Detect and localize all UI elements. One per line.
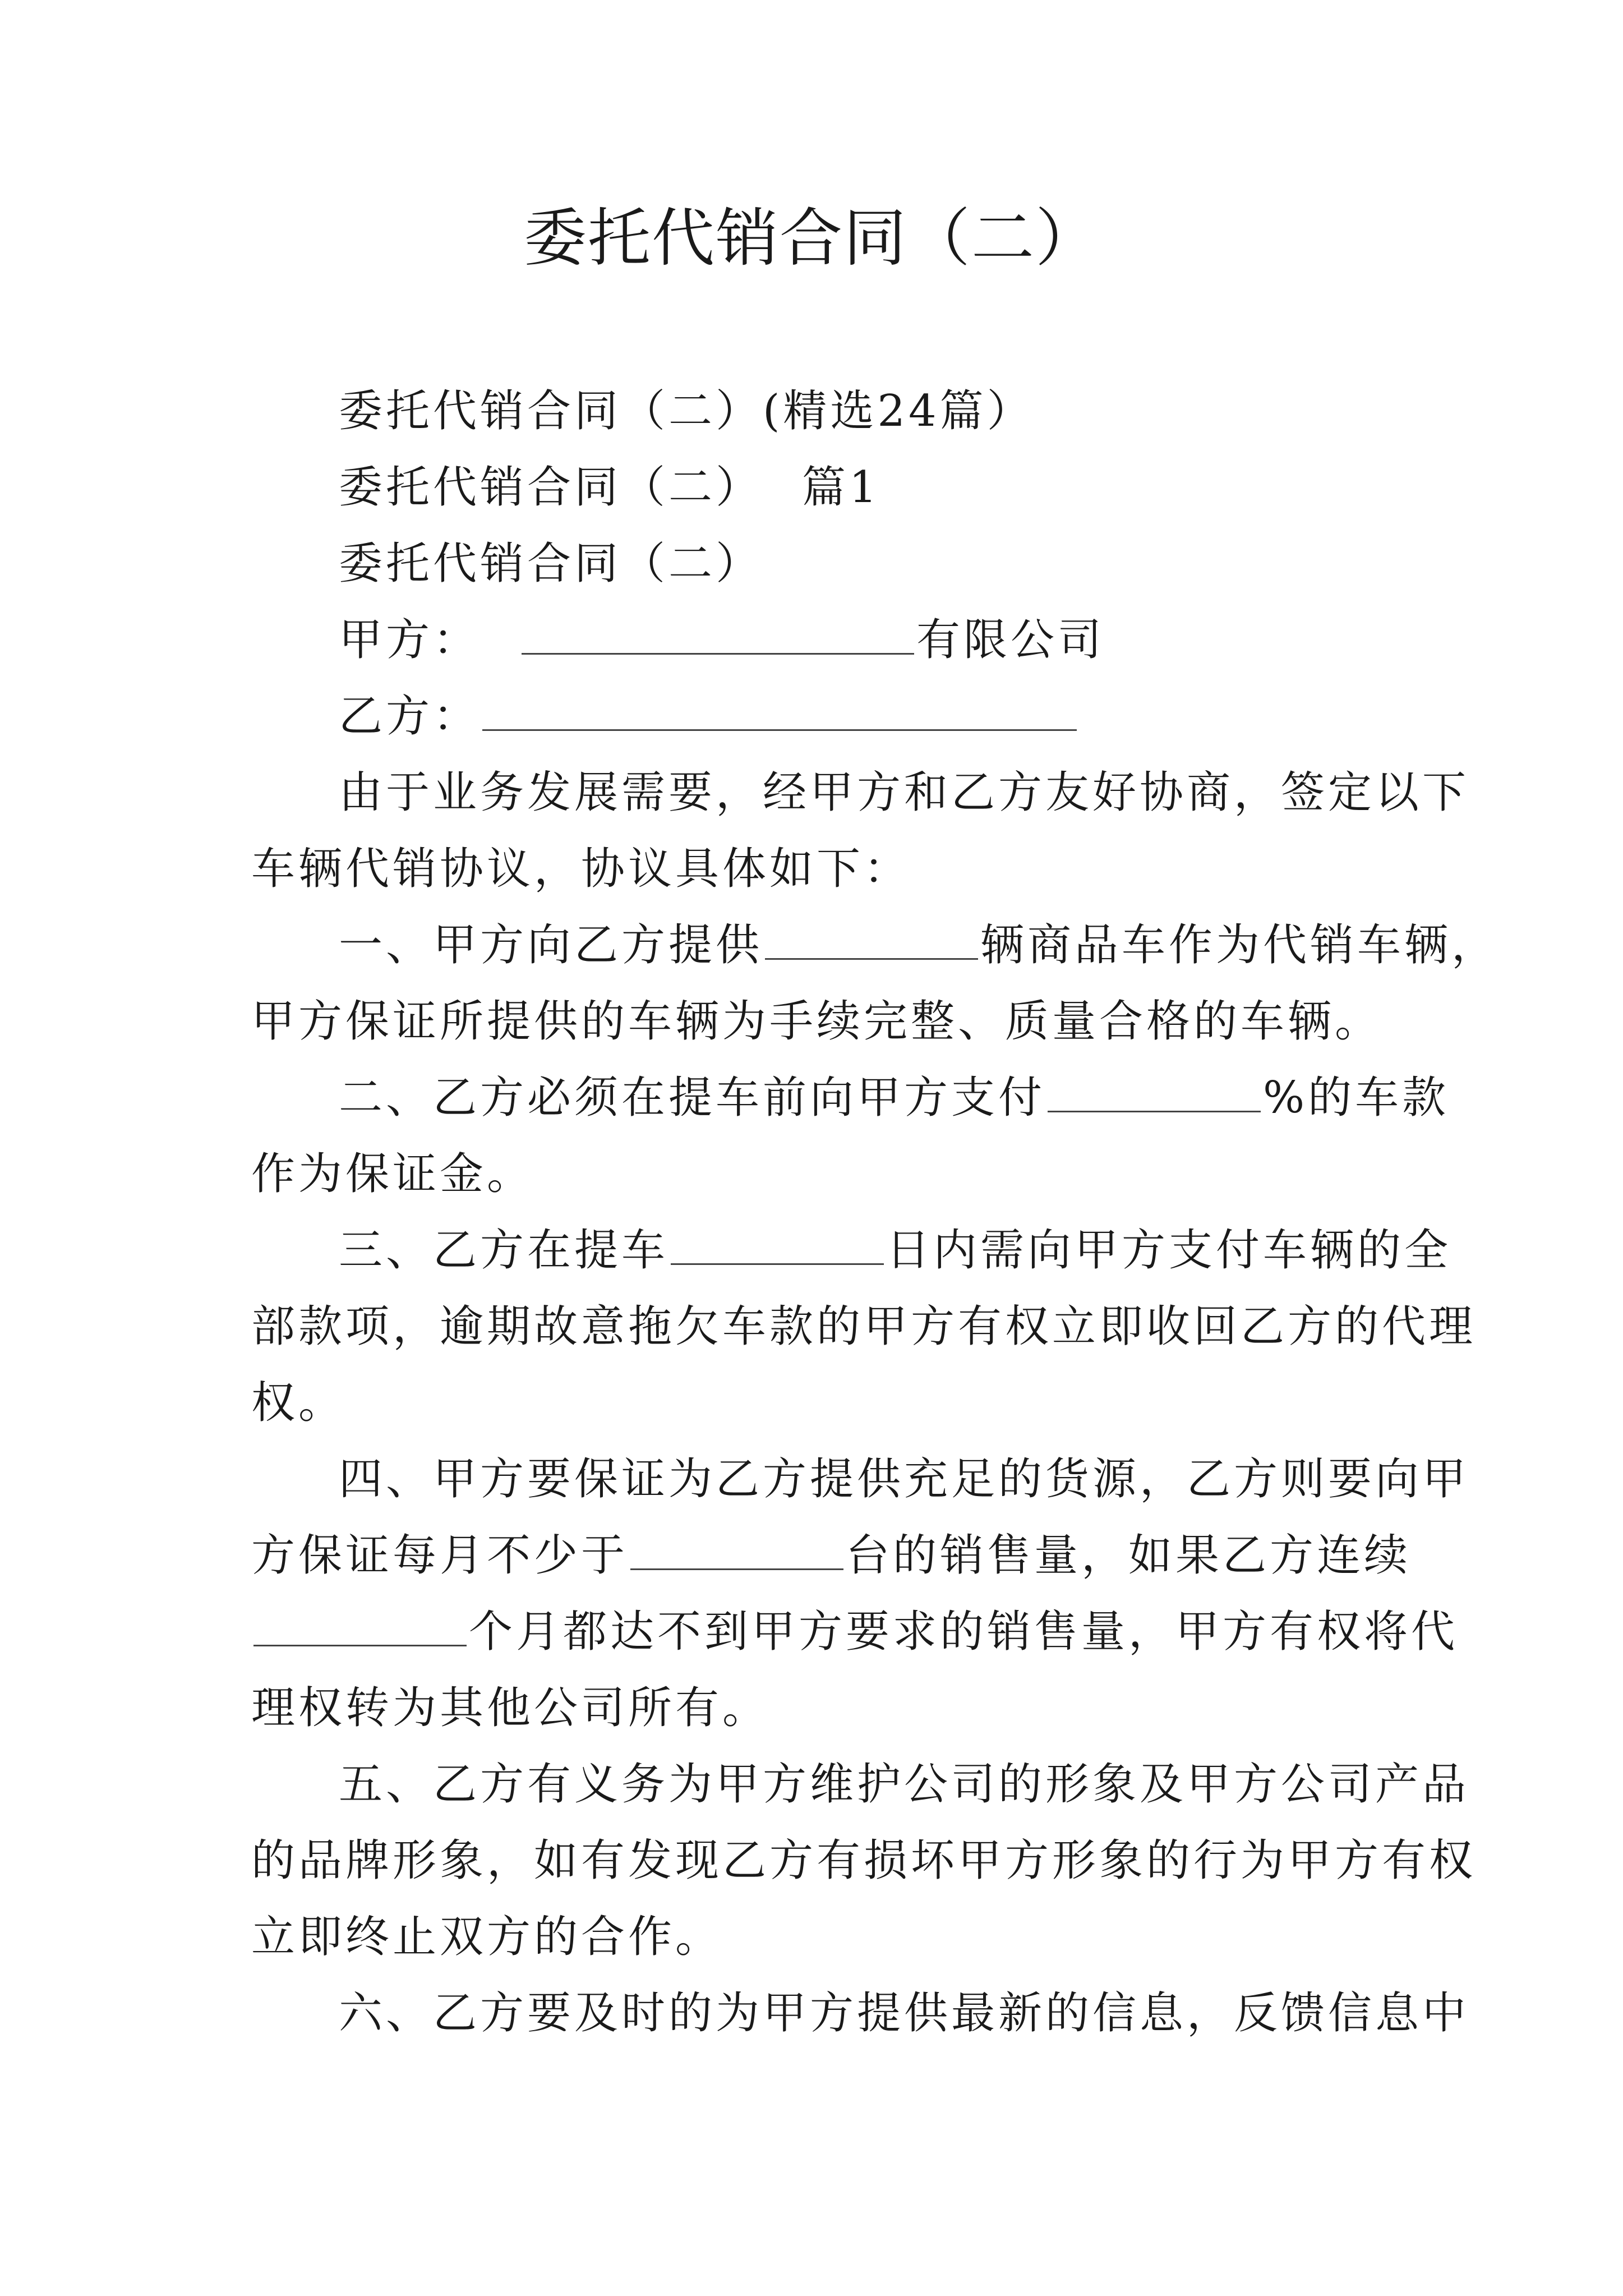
clause-5-line bbox=[251, 1746, 1470, 1823]
text: 委托代销合同（二） bbox=[339, 539, 763, 589]
section-heading-line bbox=[251, 449, 1390, 526]
clause-1-line bbox=[251, 907, 1499, 983]
text: 有限公司 bbox=[916, 615, 1105, 665]
document-title: 委托代销合同（二） bbox=[524, 202, 1099, 275]
text: 个月都达不到甲方要求的销售量，甲方有权将代 bbox=[469, 1607, 1459, 1657]
text: 四、甲方要保证为乙方提供充足的货源，乙方则要向甲 bbox=[339, 1454, 1470, 1504]
vehicle-count-blank bbox=[765, 921, 978, 960]
paragraph-line bbox=[251, 754, 1470, 831]
clause-6-line bbox=[251, 1975, 1470, 2051]
text: 辆商品车作为代销车辆， bbox=[980, 920, 1499, 970]
text: 委托代销合同（二）(精选24篇） bbox=[339, 386, 1034, 436]
paragraph-line bbox=[251, 1823, 1477, 1899]
party-a-line bbox=[251, 602, 1390, 678]
party-b-blank bbox=[482, 692, 1077, 731]
paragraph-line bbox=[251, 1136, 1390, 1212]
text: 甲方保证所提供的车辆为手续完整、质量合格的车辆。 bbox=[251, 996, 1382, 1047]
party-a-blank bbox=[522, 616, 914, 655]
text: 六、乙方要及时的为甲方提供最新的信息，反馈信息中 bbox=[339, 1988, 1470, 2039]
paragraph-line bbox=[251, 983, 1390, 1060]
text: 的品牌形象，如有发现乙方有损坏甲方形象的行为甲方有权 bbox=[251, 1835, 1477, 1886]
label: 甲方： bbox=[339, 615, 481, 665]
text: 车辆代销协议，协议具体如下： bbox=[251, 844, 911, 894]
text: 三、乙方在提车 bbox=[339, 1225, 669, 1276]
text: 五、乙方有义务为甲方维护公司的形象及甲方公司产品 bbox=[339, 1759, 1470, 1810]
text: 篇1 bbox=[802, 462, 880, 513]
paragraph-line bbox=[251, 1365, 1390, 1441]
text: 一、甲方向乙方提供 bbox=[339, 920, 763, 970]
paragraph-line bbox=[251, 1517, 1412, 1594]
monthly-sales-blank bbox=[630, 1531, 843, 1570]
text: 部款项，逾期故意拖欠车款的甲方有权立即收回乙方的代理 bbox=[251, 1301, 1477, 1352]
subtitle-line bbox=[251, 373, 1390, 449]
paragraph-line bbox=[251, 1899, 1390, 1975]
paragraph-line bbox=[251, 831, 1390, 907]
paragraph-line bbox=[251, 1670, 1390, 1746]
months-blank bbox=[253, 1608, 467, 1646]
text: 委托代销合同（二） bbox=[339, 462, 763, 513]
text: 台的销售量，如果乙方连续 bbox=[846, 1530, 1412, 1581]
text: 理权转为其他公司所有。 bbox=[251, 1683, 770, 1733]
text: 方保证每月不少于 bbox=[251, 1530, 629, 1581]
party-b-line bbox=[251, 678, 1390, 754]
paragraph-line bbox=[251, 1289, 1477, 1365]
contract-name-line bbox=[251, 526, 1390, 602]
payment-days-blank bbox=[671, 1226, 884, 1265]
text: 权。 bbox=[251, 1378, 346, 1428]
text: 立即终止双方的合作。 bbox=[251, 1912, 723, 1962]
text: 由于业务发展需要，经甲方和乙方友好协商，签定以下 bbox=[339, 767, 1470, 818]
paragraph-line bbox=[251, 1594, 1459, 1670]
label: 乙方： bbox=[339, 691, 481, 742]
text: 日内需向甲方支付车辆的全 bbox=[886, 1225, 1452, 1276]
document-body bbox=[251, 373, 1499, 2051]
clause-2-line bbox=[251, 1060, 1450, 1136]
text: 作为保证金。 bbox=[251, 1149, 534, 1199]
deposit-percent-blank bbox=[1048, 1074, 1261, 1112]
clause-3-line bbox=[251, 1212, 1452, 1289]
clause-4-line bbox=[251, 1441, 1470, 1517]
text: 二、乙方必须在提车前向甲方支付 bbox=[339, 1073, 1046, 1123]
text: %的车款 bbox=[1263, 1073, 1450, 1123]
